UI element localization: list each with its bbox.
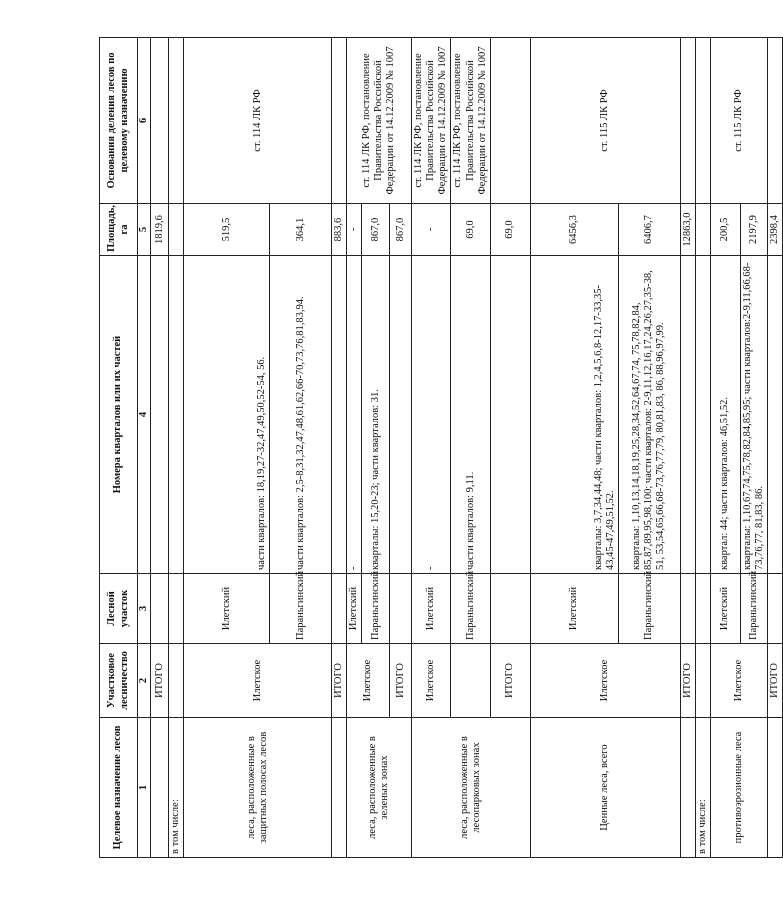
area-value: 883,6: [332, 204, 347, 256]
area-value: 2197,9: [740, 204, 767, 256]
site-cell: Параньгинский: [362, 574, 390, 644]
table-row: [412, 38, 451, 858]
site-cell: Илетский: [530, 574, 618, 644]
forest-purpose-table: [99, 37, 783, 858]
table-row: [347, 38, 362, 858]
in-that-number-label: в том числе:: [695, 718, 710, 858]
basis-cell: ст. 115 ЛК РФ: [710, 38, 767, 204]
table-row: [695, 38, 710, 858]
header-basis: Основания деления лесов по целевому назначению: [100, 38, 138, 204]
itogo-label: ИТОГО: [490, 644, 530, 718]
itogo-label: ИТОГО: [680, 644, 695, 718]
purpose-cell: леса, расположенные в зеленых зонах: [347, 718, 412, 858]
col-num: 6: [138, 38, 151, 204]
header-area: Площадь, га: [100, 204, 138, 256]
area-value: 867,0: [362, 204, 390, 256]
table-row: [767, 38, 782, 858]
itogo-label: ИТОГО: [767, 644, 782, 718]
header-site: Лесной участок: [100, 574, 138, 644]
area-value: 12863,0: [680, 204, 695, 256]
area-value: 6406,7: [618, 204, 680, 256]
site-cell: Илетский: [347, 574, 362, 644]
table-row: [710, 38, 740, 858]
site-cell: Параньгинский: [451, 574, 490, 644]
forestry-cell: Илетское: [184, 644, 332, 718]
area-value: 200,5: [710, 204, 740, 256]
quarters-cell: кварталы: 15,20-23; части кварталов: 31.: [362, 256, 390, 574]
forestry-cell: Илетское: [347, 644, 390, 718]
area-value: 69,0: [451, 204, 490, 256]
table-row: [169, 38, 184, 858]
forestry-cell: Илетское: [412, 644, 451, 718]
col-num: 2: [138, 644, 151, 718]
col-num: 1: [138, 718, 151, 858]
quarters-cell: кварталы: 1,10,13,14,18,19,25,28,34,52,64,67,74, 75,78,82,84, 85,87,89,95,98,100; части кварталов: 2-9,11,12,16,17,24,26,27,35-38, 51, 53,54,65,66,68-73,76,77,79, 80,81,83, 86, 88,96,97,99.: [618, 256, 680, 574]
col-num: 4: [138, 256, 151, 574]
site-cell: Параньгинский: [740, 574, 767, 644]
area-value: 2398,4: [767, 204, 782, 256]
header-forestry: Участковое лесничество: [100, 644, 138, 718]
forestry-cell: Илетское: [710, 644, 767, 718]
area-value: 867,0: [390, 204, 412, 256]
itogo-label: ИТОГО: [390, 644, 412, 718]
area-value: 69,0: [490, 204, 530, 256]
itogo-label: ИТОГО: [332, 644, 347, 718]
site-cell: Илетский: [710, 574, 740, 644]
col-num: 3: [138, 574, 151, 644]
quarters-cell: -: [412, 256, 451, 574]
site-cell: Параньгинский: [618, 574, 680, 644]
basis-cell: ст. 114 ЛК РФ, постановление Правительства Российской Федерации от 14.12.2009 № 1007: [412, 38, 451, 204]
quarters-cell: части кварталов: 18,19,27-32,47,49,50,52-54, 56.: [184, 256, 270, 574]
area-value: 519,5: [184, 204, 270, 256]
table-row: [530, 38, 618, 858]
site-cell: Параньгинский: [270, 574, 332, 644]
area-value: 364,1: [270, 204, 332, 256]
header-row: [100, 38, 138, 858]
header-purpose: Целевое назначение лесов: [100, 718, 138, 858]
quarters-cell: квартал: 44; части кварталов: 46,51,52.: [710, 256, 740, 574]
rotated-page: [99, 38, 780, 858]
table-row: [680, 38, 695, 858]
quarters-cell: кварталы: 3,7,34,44,48; части кварталов: 1,2,4,5,6,8-12,17-33,35-43,45-47,49,51,52.: [530, 256, 618, 574]
header-quarters: Номера кварталов или их частей: [100, 256, 138, 574]
site-cell: Илетский: [184, 574, 270, 644]
area-value: 6456,3: [530, 204, 618, 256]
table-row: [184, 38, 270, 858]
forestry-cell: Илетское: [530, 644, 680, 718]
site-cell: Илетский: [412, 574, 451, 644]
quarters-cell: части кварталов: 2,5-8,31,32,47,48,61,62,66-70,73,76,81,83,94.: [270, 256, 332, 574]
purpose-cell: леса, расположенные в лесопарковых зонах: [412, 718, 530, 858]
purpose-cell: леса, расположенные в защитных полосах лесов: [184, 718, 332, 858]
purpose-cell: противоэрозионные леса: [710, 718, 767, 858]
in-that-number-label: в том числе:: [169, 718, 184, 858]
itogo-label: ИТОГО: [151, 644, 169, 718]
area-value: -: [412, 204, 451, 256]
basis-cell: ст. 114 ЛК РФ: [184, 38, 332, 204]
area-value: 1819,6: [151, 204, 169, 256]
basis-cell: ст. 114 ЛК РФ, постановление Правительства Российской Федерации от 14.12.2009 № 1007: [347, 38, 412, 204]
table-row: [332, 38, 347, 858]
purpose-cell: Ценные леса, всего: [530, 718, 680, 858]
column-number-row: [138, 38, 151, 858]
table-row: [151, 38, 169, 858]
quarters-cell: части кварталов: 9,11.: [451, 256, 490, 574]
quarters-cell: -: [347, 256, 362, 574]
area-value: -: [347, 204, 362, 256]
basis-cell: ст. 115 ЛК РФ: [530, 38, 680, 204]
quarters-cell: кварталы: 1,10,67,74,75,78,82,84,85,95; части кварталов:2-9,11,66,68-73,76,77, 81,83, 86.: [740, 256, 767, 574]
basis-cell: ст. 114 ЛК РФ, постановление Правительства Российской Федерации от 14.12.2009 № 1007: [451, 38, 490, 204]
col-num: 5: [138, 204, 151, 256]
